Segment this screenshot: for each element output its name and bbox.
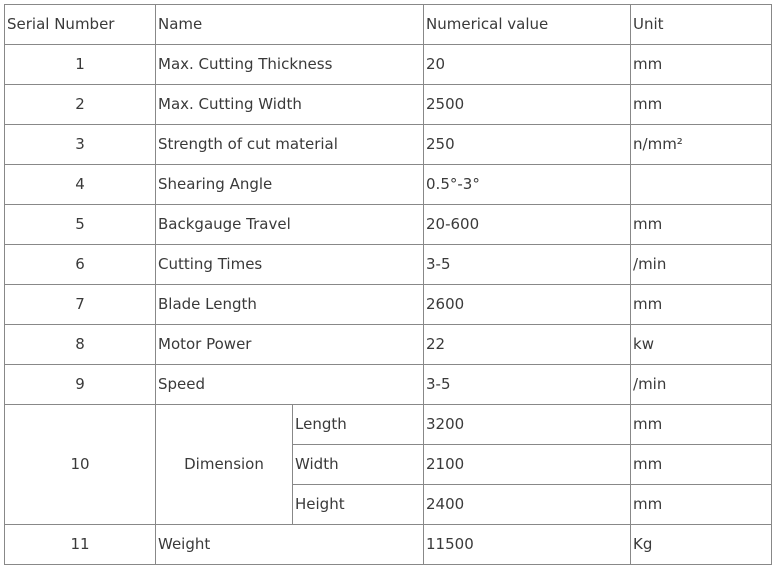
value-cell: 3200 (424, 405, 631, 445)
serial-cell: 2 (5, 85, 156, 125)
header-name: Name (156, 5, 424, 45)
value-cell: 3-5 (424, 245, 631, 285)
value-cell: 250 (424, 125, 631, 165)
table-row (5, 165, 772, 205)
value-cell: 11500 (424, 525, 631, 565)
unit-cell: kw (631, 325, 772, 365)
unit-cell: mm (631, 485, 772, 525)
spec-table (4, 4, 772, 565)
header-row (5, 5, 772, 45)
serial-cell: 5 (5, 205, 156, 245)
name-cell: Max. Cutting Width (156, 85, 424, 125)
table-row (5, 365, 772, 405)
serial-cell: 4 (5, 165, 156, 205)
serial-cell: 1 (5, 45, 156, 85)
name-cell: Cutting Times (156, 245, 424, 285)
serial-cell: 11 (5, 525, 156, 565)
unit-cell: n/mm² (631, 125, 772, 165)
serial-cell: 6 (5, 245, 156, 285)
name-cell: Max. Cutting Thickness (156, 45, 424, 85)
value-cell: 0.5°-3° (424, 165, 631, 205)
unit-cell: mm (631, 85, 772, 125)
table-row (5, 325, 772, 365)
serial-cell: 7 (5, 285, 156, 325)
table-row (5, 85, 772, 125)
serial-cell: 9 (5, 365, 156, 405)
dimension-label-cell: Height (293, 485, 424, 525)
table-row (5, 245, 772, 285)
unit-cell: Kg (631, 525, 772, 565)
value-cell: 20-600 (424, 205, 631, 245)
unit-cell: /min (631, 245, 772, 285)
table-row (5, 285, 772, 325)
serial-cell: 8 (5, 325, 156, 365)
table-row (5, 525, 772, 565)
unit-cell: mm (631, 285, 772, 325)
name-cell: Shearing Angle (156, 165, 424, 205)
value-cell: 20 (424, 45, 631, 85)
value-cell: 22 (424, 325, 631, 365)
table-row (5, 125, 772, 165)
table-row (5, 45, 772, 85)
dimension-label-cell: Width (293, 445, 424, 485)
value-cell: 2400 (424, 485, 631, 525)
name-cell: Backgauge Travel (156, 205, 424, 245)
name-cell: Blade Length (156, 285, 424, 325)
name-cell: Weight (156, 525, 424, 565)
unit-cell: mm (631, 205, 772, 245)
value-cell: 2100 (424, 445, 631, 485)
name-cell: Strength of cut material (156, 125, 424, 165)
unit-cell: /min (631, 365, 772, 405)
name-cell: Speed (156, 365, 424, 405)
value-cell: 2500 (424, 85, 631, 125)
value-cell: 3-5 (424, 365, 631, 405)
serial-cell: 3 (5, 125, 156, 165)
unit-cell: mm (631, 405, 772, 445)
header-serial: Serial Number (5, 5, 156, 45)
header-unit: Unit (631, 5, 772, 45)
unit-cell: mm (631, 445, 772, 485)
value-cell: 2600 (424, 285, 631, 325)
serial-cell: 10 (5, 405, 156, 525)
dimension-name-cell: Dimension (156, 405, 293, 525)
dimension-label-cell: Length (293, 405, 424, 445)
unit-cell (631, 165, 772, 205)
header-value: Numerical value (424, 5, 631, 45)
name-cell: Motor Power (156, 325, 424, 365)
table-row-dimension (5, 405, 772, 445)
unit-cell: mm (631, 45, 772, 85)
table-row (5, 205, 772, 245)
